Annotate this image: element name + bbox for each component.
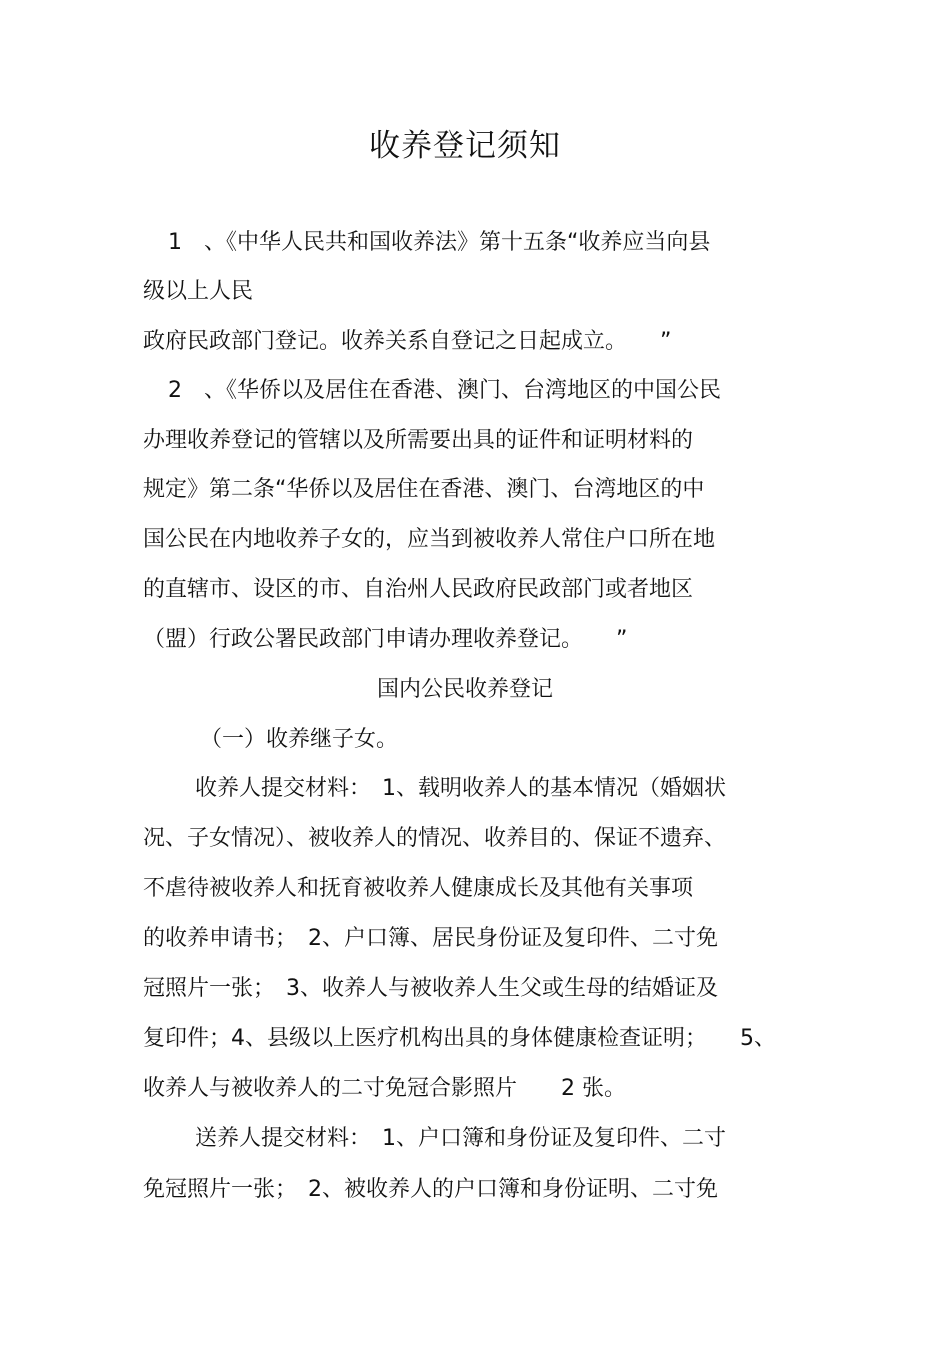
document-title: 收养登记须知 xyxy=(369,128,561,164)
text-line: 国公民在内地收养子女的，应当到被收养人常住户口所在地 xyxy=(143,527,716,552)
text-line: （一）收养继子女。 xyxy=(200,727,399,752)
section-heading: 国内公民收养登记 xyxy=(376,677,553,702)
text-line: 的收养申请书； 2、户口簿、居民身份证及复印件、二寸免 xyxy=(143,926,718,951)
text-line: 不虐待被收养人和抚育被收养人健康成长及其他有关事项 xyxy=(143,876,694,901)
text-line: 收养人与被收养人的二寸免冠合影照片 2 张。 xyxy=(143,1076,626,1101)
text-line: 送养人提交材料： 1、户口簿和身份证及复印件、二寸 xyxy=(195,1126,726,1151)
text-line: （盟）行政公署民政部门申请办理收养登记。 ” xyxy=(143,627,628,652)
text-line: 收养人提交材料： 1、载明收养人的基本情况（婚姻状 xyxy=(195,776,726,801)
text-line: 级以上人民 xyxy=(143,279,254,304)
text-line: 冠照片一张； 3、收养人与被收养人生父或生母的结婚证及 xyxy=(143,976,718,1001)
text-line: 复印件；4、县级以上医疗机构出具的身体健康检查证明； 5、 xyxy=(143,1026,776,1051)
text-line: 免冠照片一张； 2、被收养人的户口簿和身份证明、二寸免 xyxy=(143,1177,718,1202)
text-line: 政府民政部门登记。收养关系自登记之日起成立。 ” xyxy=(143,329,672,354)
text-line: 办理收养登记的管辖以及所需要出具的证件和证明材料的 xyxy=(143,428,694,453)
text-line: 1 、《中华人民共和国收养法》第十五条“收养应当向县 xyxy=(168,230,711,255)
text-line: 规定》第二条“华侨以及居住在香港、澳门、台湾地区的中 xyxy=(143,477,705,502)
text-line: 2 、《华侨以及居住在香港、澳门、台湾地区的中国公民 xyxy=(168,378,721,403)
text-line: 况、子女情况）、被收养人的情况、收养目的、保证不遗弃、 xyxy=(143,826,727,851)
text-line: 的直辖市、设区的市、自治州人民政府民政部门或者地区 xyxy=(143,577,694,602)
